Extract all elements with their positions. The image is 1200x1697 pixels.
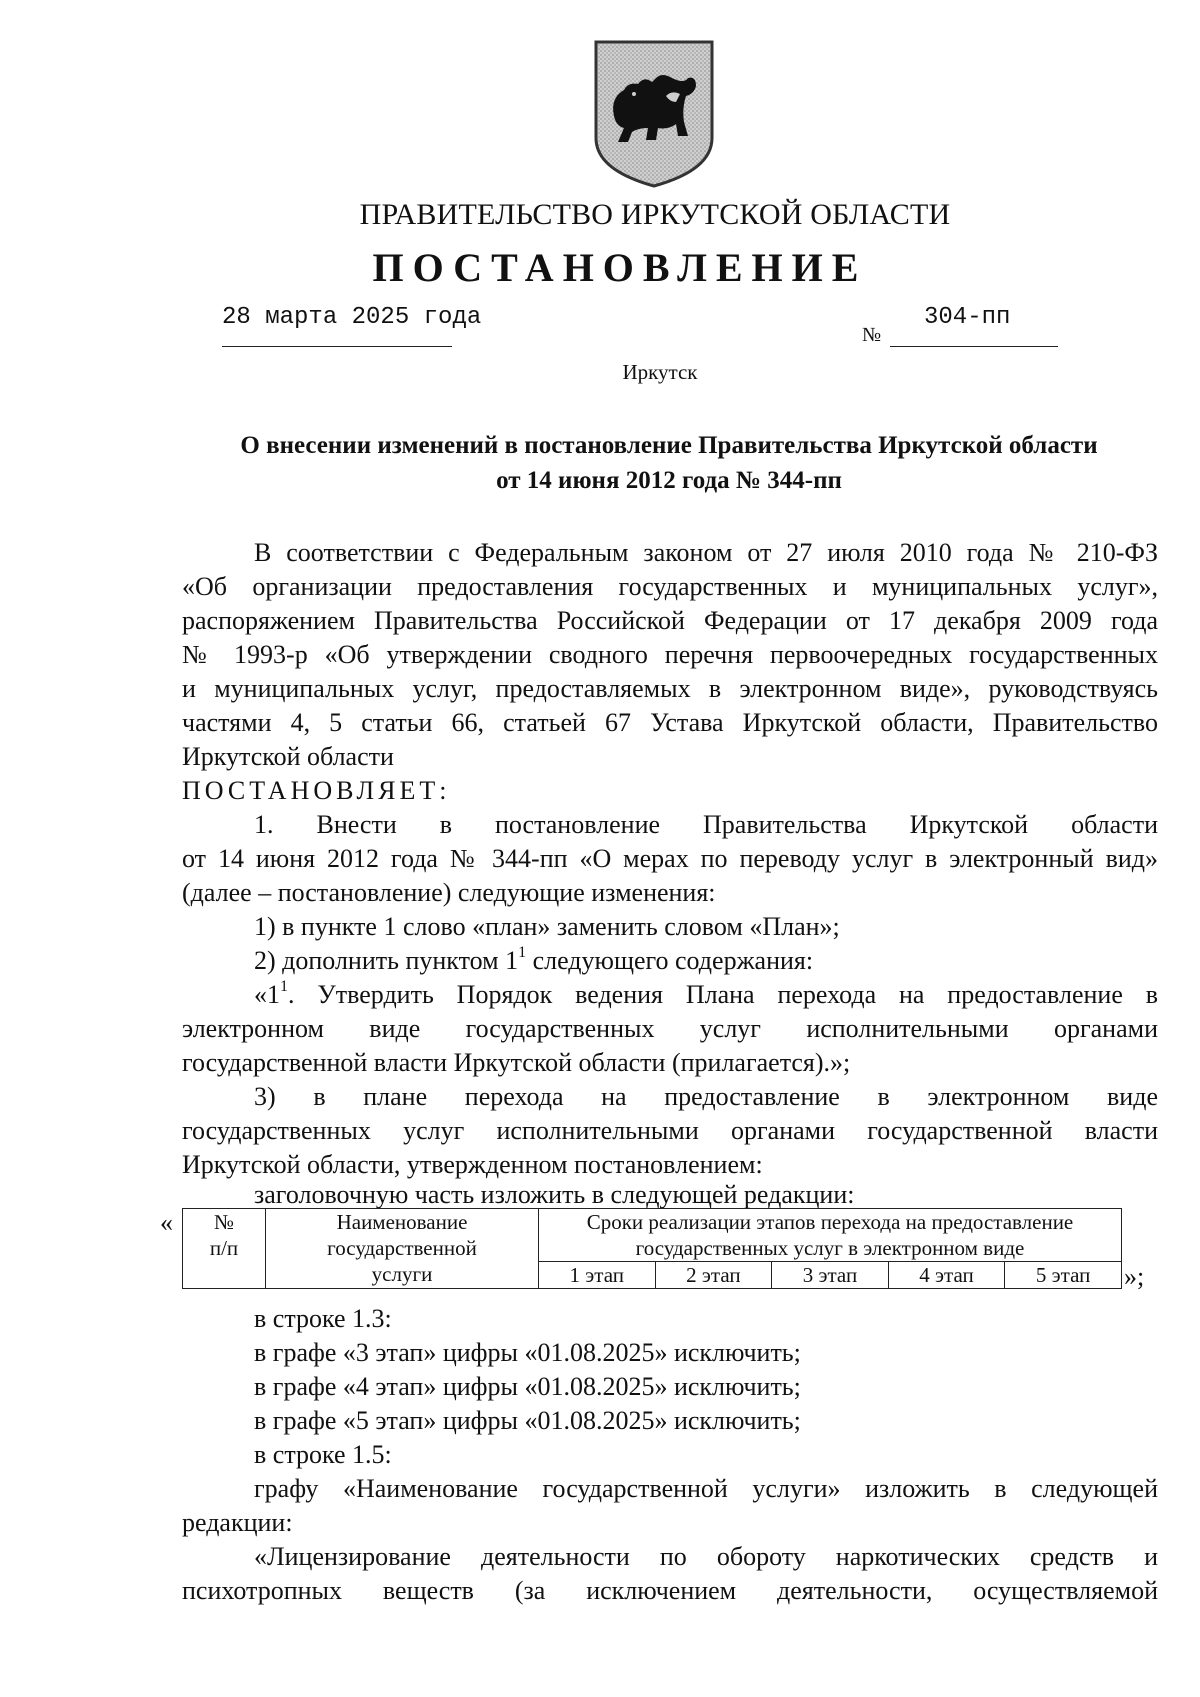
col-terms-header-cont	[539, 1235, 1122, 1262]
preamble-line: частями 4, 5 статьи 66, статьей 67 Устава Иркутской области, Правительство	[182, 708, 1158, 737]
stage-header: 2 этап	[655, 1262, 772, 1289]
subitem-2-text-end: следующего содержания:	[526, 946, 814, 975]
graph-line: графу «Наименование государственной услуги» изложить в следующей	[254, 1474, 1158, 1503]
col-name-line-1: Наименование	[336, 1210, 468, 1234]
preamble-line: «Об организации предоставления государственных и муниципальных услуг»,	[182, 572, 1158, 601]
item-1-line: от 14 июня 2012 года № 344-пп «О мерах по переводу услуг в электронный вид»	[182, 844, 1158, 873]
stage-header: 3 этап	[772, 1262, 889, 1289]
preamble-line: № 1993-р «Об утверждении сводного перечня первоочередных государственных	[182, 640, 1158, 669]
heading-line-2: от 14 июня 2012 года № 344-пп	[496, 467, 842, 494]
coat-of-arms-icon	[592, 38, 716, 188]
licensing-line: психотропных веществ (за исключением деятельности, осуществляемой	[182, 1576, 1158, 1605]
subitem-2-text: 2) дополнить пунктом 1	[254, 946, 519, 975]
subitem-2-sup: 1	[518, 944, 527, 962]
change-line: в графе «4 этап» цифры «01.08.2025» исключить;	[254, 1372, 801, 1401]
change-line: в строке 1.3:	[254, 1304, 392, 1333]
government-name-text: ПРАВИТЕЛЬСТВО ИРКУТСКОЙ ОБЛАСТИ	[359, 198, 951, 231]
table-intro: заголовочную часть изложить в следующей редакции:	[254, 1180, 855, 1209]
preamble-line: Иркутской области	[182, 742, 394, 771]
decrees-word: ПОСТАНОВЛЯЕТ:	[182, 776, 451, 805]
quote-sup: 1	[280, 978, 288, 996]
quote-line: электронном виде государственных услуг исполнительными органами	[182, 1014, 1158, 1043]
col-terms-header	[539, 1209, 1122, 1236]
document-date: 28 марта 2025 года	[222, 304, 482, 331]
col-number-line-2: п/п	[209, 1236, 239, 1260]
item-1-line: 1. Внести в постановление Правительства Иркутской области	[254, 810, 1158, 839]
table-quote-open: «	[160, 1208, 173, 1237]
document-type: ПОСТАНОВЛЕНИЕ	[372, 245, 868, 290]
item-1-line: (далее – постановление) следующие изменения:	[182, 878, 716, 907]
quote-line: государственной власти Иркутской области (прилагается).»;	[182, 1048, 851, 1077]
document-heading	[180, 428, 1158, 498]
change-line: в строке 1.5:	[254, 1440, 392, 1469]
heading-line-1: О внесении изменений в постановление Правительства Иркутской области	[240, 432, 1098, 459]
licensing-line: «Лицензирование деятельности по обороту наркотических средств и	[254, 1542, 1158, 1571]
table-quote-close: »;	[1124, 1262, 1145, 1291]
col-number-header	[183, 1209, 266, 1289]
number-sign: №	[862, 324, 882, 346]
subitem-2	[254, 944, 813, 978]
preamble-line: В соответствии с Федеральным законом от 27 июля 2010 года № 210-ФЗ	[254, 538, 1158, 567]
stage-header: 1 этап	[539, 1262, 656, 1289]
subitem-3-line: 3) в плане перехода на предоставление в электронном виде	[254, 1082, 1158, 1111]
preamble-line: и муниципальных услуг, предоставляемых в электронном виде», руководствуясь	[182, 674, 1158, 703]
col-terms-line-2: государственных услуг в электронном виде	[635, 1236, 1025, 1260]
change-line: в графе «5 этап» цифры «01.08.2025» исключить;	[254, 1406, 801, 1435]
col-terms-line-1: Сроки реализации этапов перехода на предоставление	[586, 1210, 1074, 1234]
subitem-1: 1) в пункте 1 слово «план» заменить словом «План»;	[254, 912, 840, 941]
preamble-line: распоряжением Правительства Российской Федерации от 17 декабря 2009 года	[182, 606, 1158, 635]
subitem-3-line: государственных услуг исполнительными органами государственной власти	[182, 1116, 1158, 1145]
change-line: в графе «3 этап» цифры «01.08.2025» исключить;	[254, 1338, 801, 1367]
col-name-header	[266, 1209, 539, 1289]
subitem-3-line: Иркутской области, утвержденном постановлением:	[182, 1150, 763, 1179]
city: Иркутск	[622, 360, 698, 384]
quote-text: . Утвердить Порядок ведения Плана перехода на предоставление в	[288, 980, 1158, 1009]
document-number: 304-пп	[924, 304, 1011, 331]
number-field	[890, 304, 1058, 347]
col-name-line-2: государственной	[327, 1236, 477, 1260]
graph-line: редакции:	[182, 1508, 293, 1537]
stage-header: 5 этап	[1005, 1262, 1122, 1289]
date-field	[222, 304, 482, 347]
quote-line	[254, 978, 1158, 1012]
stage-header: 4 этап	[888, 1262, 1005, 1289]
quote-start: «1	[254, 980, 280, 1009]
col-name-line-3: услуги	[371, 1262, 433, 1286]
plan-header-table	[182, 1208, 1122, 1289]
government-name	[0, 198, 1200, 232]
col-number-line-1: №	[213, 1210, 235, 1234]
